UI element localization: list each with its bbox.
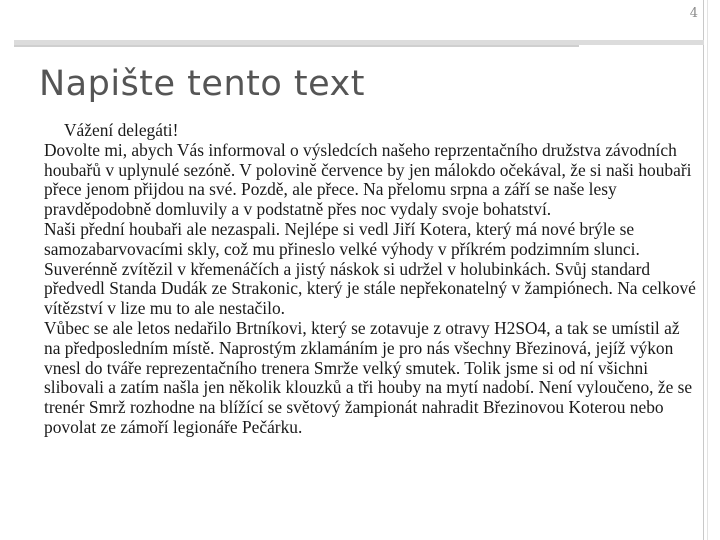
salutation: Vážení delegáti! xyxy=(64,120,179,140)
header-rule-secondary xyxy=(14,45,579,47)
paragraph-2: Naši přední houbaři ale nezaspali. Nejlépe si vedl Jiří Kotera, který má nové brýle se samozabarvovacími skly, což mu přineslo velké výhody v příkrém podzimním slunci. Suverénně zvítězil v křemenáčích a jistý náskok si udržel v holubinkách. Svůj standard předvedl Standa Dudák ze Strakonic, který je stále nepřekonatelný v žampiónech. Na celkové vítězství v lize mu to ale nestačilo. xyxy=(44,218,696,319)
right-border-line xyxy=(703,0,704,540)
page-number: 4 xyxy=(689,6,698,21)
body-text xyxy=(44,121,700,438)
slide-title: Napište tento text xyxy=(39,64,365,104)
paragraph-1: Dovolte mi, abych Vás informoval o výsledcích našeho reprzentačního družstva závodních houbařů v uplynulé sezóně. V polovině července by jen málokdo očekával, že si naši houbaři přece jenom přijdou na své. Pozdě, ale přece. Na přelomu srpna a září se naše lesy pravděpodobně domluvily a v podstatně přes noc vydaly svoje bohatství. xyxy=(44,139,692,220)
paragraph-3: Vůbec se ale letos nedařilo Brtníkovi, který se zotavuje z otravy H2SO4, a tak se umístil až na předposledním místě. Naprostým zklamáním je pro nás všechny Březinová, jejíž výkon vnesl do tváře reprezentačního trenera Smrže velký smutek. Tolik jsme si od ní všichni slibovali a zatím našla jen několik klouzků a tři houby na mytí nadobí. Není vyloučeno, že se trenér Smrž rozhodne na blížící se světový žampionát nahradit Březinovou Koterou nebo povolat ze zámoří legionáře Pečárku. xyxy=(44,317,693,437)
right-border-line-secondary xyxy=(707,0,708,540)
